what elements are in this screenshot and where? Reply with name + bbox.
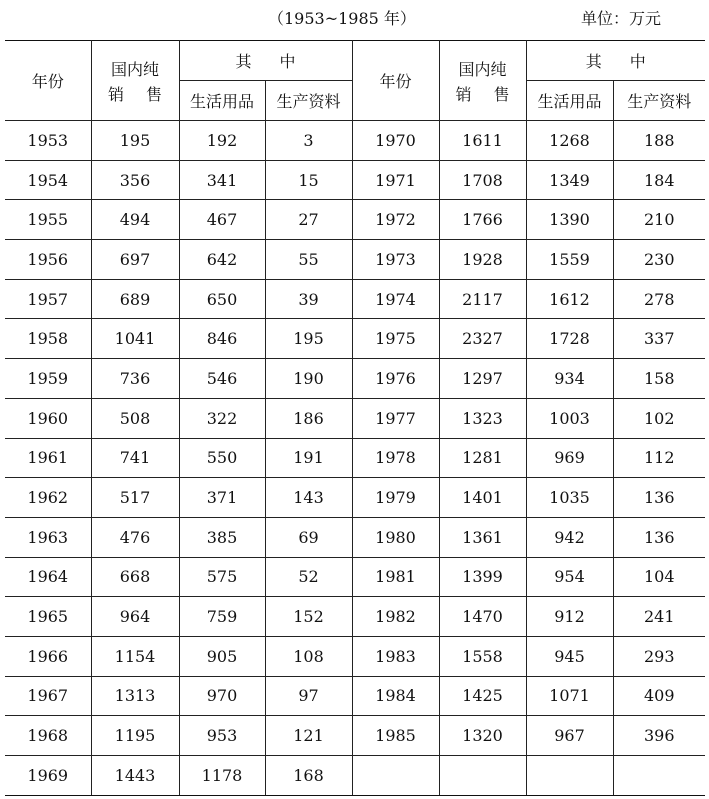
- cell-left-production: 3: [265, 121, 352, 161]
- cell-left-sales: 195: [91, 121, 179, 161]
- cell-left-sales: 1443: [91, 756, 179, 796]
- cell-right-consumer: 942: [526, 517, 613, 557]
- cell-left-consumer: 970: [179, 676, 265, 716]
- cell-right-consumer: 1268: [526, 121, 613, 161]
- table-row: [5, 517, 705, 557]
- header-year-right: 年份: [352, 41, 439, 121]
- cell-right-consumer: 912: [526, 597, 613, 637]
- cell-right-consumer: 954: [526, 557, 613, 597]
- cell-right-year: 1973: [352, 240, 439, 280]
- cell-right-year: 1984: [352, 676, 439, 716]
- cell-left-consumer: 642: [179, 240, 265, 280]
- cell-left-year: 1959: [5, 359, 91, 399]
- cell-left-sales: 1195: [91, 716, 179, 756]
- cell-right-sales: 1708: [439, 160, 526, 200]
- cell-left-sales: 689: [91, 279, 179, 319]
- cell-right-consumer: [526, 756, 613, 796]
- cell-left-sales: 1041: [91, 319, 179, 359]
- cell-left-production: 152: [265, 597, 352, 637]
- cell-right-year: 1980: [352, 517, 439, 557]
- table-row: [5, 716, 705, 756]
- cell-left-production: 97: [265, 676, 352, 716]
- cell-right-year: 1978: [352, 438, 439, 478]
- cell-right-production: 409: [613, 676, 705, 716]
- cell-right-sales: 1470: [439, 597, 526, 637]
- cell-right-sales: 1401: [439, 478, 526, 518]
- cell-right-sales: 1361: [439, 517, 526, 557]
- cell-left-consumer: 953: [179, 716, 265, 756]
- cell-left-year: 1960: [5, 398, 91, 438]
- cell-right-production: 337: [613, 319, 705, 359]
- header-row-1: [5, 41, 705, 81]
- cell-left-consumer: 759: [179, 597, 265, 637]
- cell-right-sales: 2117: [439, 279, 526, 319]
- cell-left-consumer: 650: [179, 279, 265, 319]
- cell-right-consumer: 1003: [526, 398, 613, 438]
- table-row: [5, 359, 705, 399]
- cell-left-sales: 508: [91, 398, 179, 438]
- cell-right-year: 1977: [352, 398, 439, 438]
- cell-right-production: 188: [613, 121, 705, 161]
- cell-left-production: 52: [265, 557, 352, 597]
- cell-left-consumer: 550: [179, 438, 265, 478]
- table-row: [5, 557, 705, 597]
- cell-left-sales: 1313: [91, 676, 179, 716]
- table-row: [5, 279, 705, 319]
- cell-right-production: 230: [613, 240, 705, 280]
- header-year-left: 年份: [5, 41, 91, 121]
- cell-left-consumer: 846: [179, 319, 265, 359]
- table-row: [5, 676, 705, 716]
- cell-right-production: 136: [613, 517, 705, 557]
- cell-left-production: 27: [265, 200, 352, 240]
- cell-left-year: 1964: [5, 557, 91, 597]
- cell-right-year: 1979: [352, 478, 439, 518]
- cell-right-year: 1975: [352, 319, 439, 359]
- cell-right-sales: 2327: [439, 319, 526, 359]
- cell-left-year: 1967: [5, 676, 91, 716]
- cell-right-sales: 1320: [439, 716, 526, 756]
- cell-right-year: 1981: [352, 557, 439, 597]
- cell-right-year: 1971: [352, 160, 439, 200]
- cell-right-year: 1970: [352, 121, 439, 161]
- cell-left-production: 39: [265, 279, 352, 319]
- cell-left-sales: 517: [91, 478, 179, 518]
- cell-left-consumer: 371: [179, 478, 265, 518]
- cell-left-production: 186: [265, 398, 352, 438]
- table-caption: [0, 4, 709, 32]
- header-group-left: 其 中: [179, 41, 352, 81]
- cell-right-consumer: 1612: [526, 279, 613, 319]
- period-label: （1953~1985 年）: [268, 9, 416, 28]
- sales-table: [5, 40, 705, 796]
- cell-left-year: 1954: [5, 160, 91, 200]
- cell-right-sales: 1928: [439, 240, 526, 280]
- cell-left-sales: 697: [91, 240, 179, 280]
- cell-left-sales: 741: [91, 438, 179, 478]
- cell-left-production: 121: [265, 716, 352, 756]
- cell-right-consumer: 1728: [526, 319, 613, 359]
- cell-left-year: 1968: [5, 716, 91, 756]
- cell-right-year: 1976: [352, 359, 439, 399]
- cell-left-production: 195: [265, 319, 352, 359]
- cell-right-consumer: 1071: [526, 676, 613, 716]
- cell-right-consumer: 1559: [526, 240, 613, 280]
- cell-right-sales: 1281: [439, 438, 526, 478]
- cell-right-sales: 1399: [439, 557, 526, 597]
- cell-right-year: 1983: [352, 636, 439, 676]
- cell-right-production: 210: [613, 200, 705, 240]
- cell-left-sales: 964: [91, 597, 179, 637]
- cell-right-sales: 1766: [439, 200, 526, 240]
- cell-right-production: 112: [613, 438, 705, 478]
- cell-left-production: 168: [265, 756, 352, 796]
- cell-left-year: 1963: [5, 517, 91, 557]
- cell-left-year: 1957: [5, 279, 91, 319]
- cell-left-production: 55: [265, 240, 352, 280]
- table-row: [5, 597, 705, 637]
- cell-right-sales: 1558: [439, 636, 526, 676]
- cell-left-year: 1955: [5, 200, 91, 240]
- cell-right-year: 1972: [352, 200, 439, 240]
- header-group-right: 其 中: [526, 41, 705, 81]
- cell-right-production: 241: [613, 597, 705, 637]
- cell-right-production: 102: [613, 398, 705, 438]
- cell-right-consumer: 945: [526, 636, 613, 676]
- table-row: [5, 636, 705, 676]
- cell-left-consumer: 341: [179, 160, 265, 200]
- cell-left-consumer: 905: [179, 636, 265, 676]
- cell-left-year: 1953: [5, 121, 91, 161]
- cell-left-year: 1962: [5, 478, 91, 518]
- cell-right-year: 1985: [352, 716, 439, 756]
- unit-label: 单位：万元: [580, 9, 661, 28]
- cell-left-year: 1958: [5, 319, 91, 359]
- cell-right-year: 1982: [352, 597, 439, 637]
- cell-left-consumer: 1178: [179, 756, 265, 796]
- cell-left-production: 69: [265, 517, 352, 557]
- cell-left-consumer: 385: [179, 517, 265, 557]
- cell-right-year: 1974: [352, 279, 439, 319]
- cell-right-sales: 1297: [439, 359, 526, 399]
- table-row: [5, 756, 705, 796]
- cell-right-production: 158: [613, 359, 705, 399]
- cell-left-sales: 494: [91, 200, 179, 240]
- cell-left-sales: 356: [91, 160, 179, 200]
- cell-left-year: 1969: [5, 756, 91, 796]
- cell-left-production: 191: [265, 438, 352, 478]
- cell-right-production: 278: [613, 279, 705, 319]
- cell-right-production: 136: [613, 478, 705, 518]
- cell-left-consumer: 546: [179, 359, 265, 399]
- cell-left-production: 15: [265, 160, 352, 200]
- header-sales-left: 国内纯 销 售: [91, 41, 179, 121]
- cell-left-consumer: 575: [179, 557, 265, 597]
- cell-left-year: 1961: [5, 438, 91, 478]
- cell-left-consumer: 192: [179, 121, 265, 161]
- cell-left-sales: 476: [91, 517, 179, 557]
- table-row: [5, 398, 705, 438]
- table-row: [5, 319, 705, 359]
- table-row: [5, 200, 705, 240]
- cell-left-consumer: 322: [179, 398, 265, 438]
- cell-left-sales: 736: [91, 359, 179, 399]
- cell-left-sales: 1154: [91, 636, 179, 676]
- cell-right-year: [352, 756, 439, 796]
- table-row: [5, 478, 705, 518]
- cell-right-consumer: 1349: [526, 160, 613, 200]
- cell-left-year: 1965: [5, 597, 91, 637]
- header-consumer-right: 生活用品: [526, 81, 613, 121]
- table-row: [5, 438, 705, 478]
- table-row: [5, 160, 705, 200]
- cell-left-production: 190: [265, 359, 352, 399]
- table-row: [5, 121, 705, 161]
- cell-left-production: 108: [265, 636, 352, 676]
- cell-right-consumer: 1035: [526, 478, 613, 518]
- table-row: [5, 240, 705, 280]
- cell-right-production: 293: [613, 636, 705, 676]
- cell-right-sales: [439, 756, 526, 796]
- cell-right-production: 396: [613, 716, 705, 756]
- header-consumer-left: 生活用品: [179, 81, 265, 121]
- header-sales-right: 国内纯 销 售: [439, 41, 526, 121]
- cell-right-sales: 1425: [439, 676, 526, 716]
- header-production-left: 生产资料: [265, 81, 352, 121]
- cell-right-production: 184: [613, 160, 705, 200]
- cell-right-consumer: 1390: [526, 200, 613, 240]
- cell-right-sales: 1611: [439, 121, 526, 161]
- cell-right-production: [613, 756, 705, 796]
- cell-left-consumer: 467: [179, 200, 265, 240]
- cell-left-year: 1956: [5, 240, 91, 280]
- header-production-right: 生产资料: [613, 81, 705, 121]
- cell-left-sales: 668: [91, 557, 179, 597]
- cell-left-production: 143: [265, 478, 352, 518]
- cell-left-year: 1966: [5, 636, 91, 676]
- cell-right-sales: 1323: [439, 398, 526, 438]
- cell-right-consumer: 969: [526, 438, 613, 478]
- cell-right-consumer: 967: [526, 716, 613, 756]
- cell-right-production: 104: [613, 557, 705, 597]
- cell-right-consumer: 934: [526, 359, 613, 399]
